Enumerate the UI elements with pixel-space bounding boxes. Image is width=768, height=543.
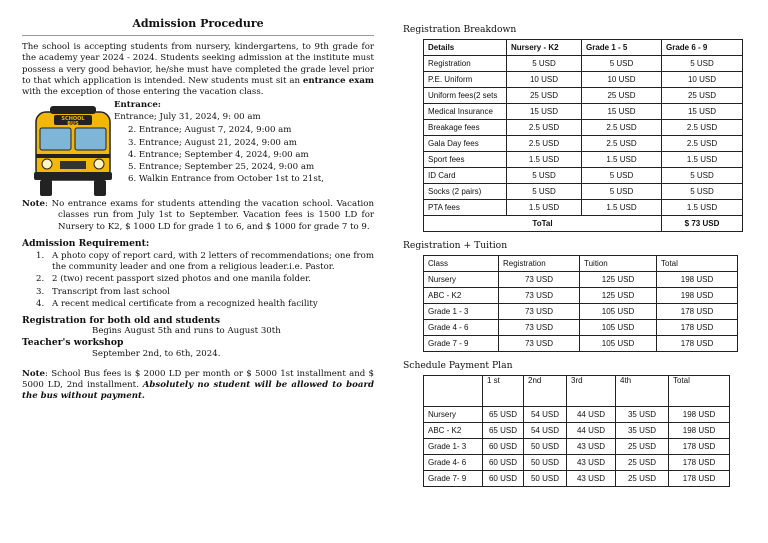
value-cell: 5 USD [507,168,582,184]
table-row [424,439,730,455]
value-cell: 5 USD [582,56,662,72]
value-cell: 60 USD [483,439,524,455]
table-row [424,471,730,487]
fees-section [403,24,748,487]
value-cell: 25 USD [507,88,582,104]
value-cell: 1.5 USD [507,152,582,168]
row-label-cell: Nursery [424,407,483,423]
table-row [424,336,738,352]
workshop-dates: September 2nd, to 6th, 2024. [92,348,221,359]
table-row [424,455,730,471]
table-header-row [424,256,738,272]
vacation-note [22,199,374,233]
svg-text:SCHOOL: SCHOOL [61,116,85,123]
bus-note-warning: Absolutely no student will be allowed to board the bus without payment. [22,380,374,402]
note-text: : No entrance exams for students attending the vacation school. Vacation classes run from July 1st to September. Vacation fees is 1500 LD for Nursery to K2, $ 1000 LD for grade 1 to 6, and $ 1000 for grade 7 to 9. [45,199,374,232]
table-row [424,288,738,304]
value-cell: 125 USD [580,288,657,304]
requirement-item [22,251,374,273]
value-cell: 5 USD [662,56,743,72]
table-row [424,272,738,288]
value-cell: 10 USD [507,72,582,88]
value-cell: 5 USD [507,56,582,72]
value-cell: 73 USD [499,272,580,288]
value-cell: 43 USD [567,455,616,471]
table-row [424,304,738,320]
table-row [424,423,730,439]
requirement-text: Transcript from last school [52,286,170,297]
page-title: Admission Procedure [132,17,264,30]
registration-dates: Begins August 5th and runs to August 30th [92,326,281,337]
column-header: Grade 1 - 5 [582,40,662,56]
row-label-cell: Registration [424,56,507,72]
table-row [424,88,743,104]
value-cell: 25 USD [662,88,743,104]
requirement-text: 2 (two) recent passport sized photos and one manila folder. [52,274,311,285]
value-cell: 73 USD [499,288,580,304]
value-cell: 65 USD [483,407,524,423]
table-row [424,152,743,168]
value-cell: 73 USD [499,336,580,352]
bus-note-text: : School Bus fees is $ 2000 LD per month or $ 5000 1st installment and $ 5000 LD, 2nd installment. [22,368,374,391]
value-cell: 1.5 USD [507,200,582,216]
value-cell: 35 USD [616,423,669,439]
value-cell: 178 USD [669,455,730,471]
total-label: ToTal [424,216,662,232]
column-header: Class [424,256,499,272]
registration-title: Registration for both old and students [22,315,221,327]
value-cell: 73 USD [499,304,580,320]
row-label-cell: Nursery [424,272,499,288]
total-value: $ 73 USD [662,216,743,232]
column-header: 3rd [567,376,616,407]
row-label-cell: Grade 1 - 3 [424,304,499,320]
column-header: Registration [499,256,580,272]
requirement-list [22,251,374,310]
value-cell: 65 USD [483,423,524,439]
row-label-cell: PTA fees [424,200,507,216]
entrance-item: 3. Entrance; August 21, 2024, 9:00 am [128,137,297,148]
note-label: Note [22,199,46,210]
value-cell: 2.5 USD [662,120,743,136]
value-cell: 15 USD [662,104,743,120]
breakdown-title: Registration Breakdown [403,24,517,35]
table-row [424,200,743,216]
title-divider [22,35,374,36]
school-bus-icon [32,106,114,198]
value-cell: 50 USD [524,455,567,471]
bus-fee-note [22,369,374,403]
svg-text:BUS: BUS [67,121,79,128]
value-cell: 5 USD [662,168,743,184]
intro-text-b: with the exception of those entering the vacation class. [22,87,264,98]
column-header: Tuition [580,256,657,272]
column-header: Total [657,256,738,272]
requirement-text: A photo copy of report card, with 2 letters of recommendations; one from the community leader and one from a religious leader.i.e. Pastor. [52,251,374,273]
intro-paragraph [22,42,374,98]
value-cell: 198 USD [669,407,730,423]
value-cell: 198 USD [669,423,730,439]
value-cell: 43 USD [567,471,616,487]
value-cell: 25 USD [616,471,669,487]
row-label-cell: Grade 1- 3 [424,439,483,455]
value-cell: 178 USD [657,336,738,352]
value-cell: 125 USD [580,272,657,288]
requirement-number: 4. [36,298,45,309]
column-header: 4th [616,376,669,407]
column-header: 1 st [483,376,524,407]
value-cell: 5 USD [582,168,662,184]
value-cell: 50 USD [524,439,567,455]
entrance-item: Entrance; July 31, 2024, 9: 00 am [114,112,261,123]
table-row [424,184,743,200]
requirement-item [22,287,374,298]
row-label-cell: Sport fees [424,152,507,168]
table-row [424,104,743,120]
row-label-cell: Grade 4 - 6 [424,320,499,336]
value-cell: 2.5 USD [662,136,743,152]
entrance-item: 4. Entrance; September 4, 2024, 9:00 am [128,149,309,160]
tuition-table [423,255,738,352]
intro-bold-text: entrance exam [302,75,374,86]
intro-text-a: The school is accepting students from nursery, kindergartens, to 9th grade for the academy year 2024 - 2024. Students seeking admission at the institute must possess a very good behavior, he/she must have completed the grade level prior to that which application is intended. New students must sit an [22,42,374,86]
entrance-item: 2. Entrance; August 7, 2024, 9:00 am [128,125,292,136]
row-label-cell: Uniform fees(2 sets [424,88,507,104]
value-cell: 5 USD [507,184,582,200]
value-cell: 105 USD [580,336,657,352]
table-total-row [424,216,743,232]
column-header: Grade 6 - 9 [662,40,743,56]
table-header-row [424,40,743,56]
schedule-title: Schedule Payment Plan [403,360,513,371]
breakdown-table [423,39,743,232]
requirement-item [22,299,374,310]
value-cell: 44 USD [567,407,616,423]
row-label-cell: Medical Insurance [424,104,507,120]
value-cell: 60 USD [483,455,524,471]
admission-procedure-section [22,18,374,402]
value-cell: 60 USD [483,471,524,487]
entrance-block [22,100,374,198]
value-cell: 25 USD [582,88,662,104]
row-label-cell: Socks (2 pairs) [424,184,507,200]
column-header: Total [669,376,730,407]
table-row [424,72,743,88]
value-cell: 1.5 USD [662,152,743,168]
column-header: Nursery - K2 [507,40,582,56]
row-label-cell: Gala Day fees [424,136,507,152]
value-cell: 5 USD [662,184,743,200]
value-cell: 43 USD [567,439,616,455]
value-cell: 2.5 USD [582,136,662,152]
value-cell: 178 USD [669,439,730,455]
value-cell: 25 USD [616,455,669,471]
table-row [424,168,743,184]
schedule-table [423,375,730,487]
value-cell: 198 USD [657,288,738,304]
value-cell: 54 USD [524,407,567,423]
value-cell: 15 USD [507,104,582,120]
value-cell: 50 USD [524,471,567,487]
value-cell: 5 USD [582,184,662,200]
row-label-cell: Breakage fees [424,120,507,136]
requirement-number: 2. [36,274,45,285]
column-header: 2nd [524,376,567,407]
value-cell: 178 USD [657,304,738,320]
value-cell: 2.5 USD [507,120,582,136]
tuition-title: Registration + Tuition [403,240,508,251]
requirement-title: Admission Requirement: [22,237,150,249]
requirement-item [22,274,374,285]
column-header [424,376,483,407]
entrance-heading: Entrance: [114,100,161,111]
requirement-number: 3. [36,286,45,297]
requirement-text: A recent medical certificate from a recognized health facility [52,298,318,309]
value-cell: 10 USD [582,72,662,88]
value-cell: 73 USD [499,320,580,336]
value-cell: 1.5 USD [662,200,743,216]
row-label-cell: Grade 4- 6 [424,455,483,471]
entrance-item: 5. Entrance; September 25, 2024, 9:00 am [128,162,315,173]
table-row [424,407,730,423]
value-cell: 25 USD [616,439,669,455]
table-header-row [424,376,730,407]
value-cell: 15 USD [582,104,662,120]
row-label-cell: Grade 7- 9 [424,471,483,487]
value-cell: 105 USD [580,304,657,320]
value-cell: 10 USD [662,72,743,88]
value-cell: 198 USD [657,272,738,288]
row-label-cell: Grade 7 - 9 [424,336,499,352]
value-cell: 1.5 USD [582,200,662,216]
table-row [424,320,738,336]
requirement-number: 1. [36,251,45,262]
value-cell: 178 USD [657,320,738,336]
value-cell: 2.5 USD [507,136,582,152]
row-label-cell: P.E. Uniform [424,72,507,88]
bus-note-label: Note [22,368,46,379]
value-cell: 178 USD [669,471,730,487]
value-cell: 44 USD [567,423,616,439]
row-label-cell: ABC - K2 [424,423,483,439]
table-row [424,136,743,152]
row-label-cell: ABC - K2 [424,288,499,304]
column-header: Details [424,40,507,56]
workshop-title: Teacher's workshop [22,337,124,349]
value-cell: 2.5 USD [582,120,662,136]
table-row [424,56,743,72]
value-cell: 105 USD [580,320,657,336]
value-cell: 54 USD [524,423,567,439]
entrance-item: 6. Walkin Entrance from October 1st to 21st, [128,174,324,185]
row-label-cell: ID Card [424,168,507,184]
table-row [424,120,743,136]
value-cell: 1.5 USD [582,152,662,168]
value-cell: 35 USD [616,407,669,423]
entrance-list [128,125,324,186]
